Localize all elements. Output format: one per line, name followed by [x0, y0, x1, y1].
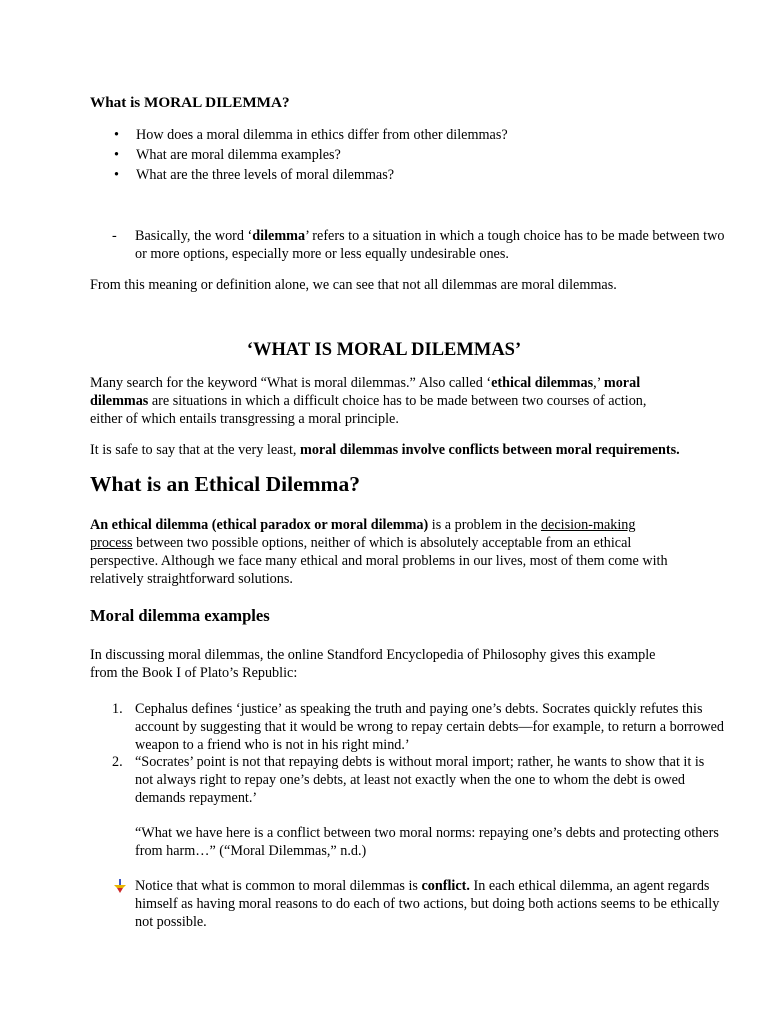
list-item: • How does a moral dilemma in ethics differ from other dilemmas?	[90, 126, 680, 146]
notice-paragraph: Notice that what is common to moral dilemmas is conflict. In each ethical dilemma, an agent regards himself as having moral reasons to do each of two actions, but doing both actions seems to be ethically not possible.	[90, 877, 725, 931]
heading-what-is-moral-dilemmas: ‘WHAT IS MORAL DILEMMAS’	[246, 340, 522, 360]
quote-paragraph: “What we have here is a conflict between two moral norms: repaying one’s debts and protecting others from harm…” (“Moral Dilemmas,” n.d.)	[135, 825, 719, 859]
arrow-bullet-icon	[114, 879, 126, 893]
numbered-item-2: 2. “Socrates’ point is not that repaying debts is without moral import; rather, he wants to show that it is not always right to repay one’s debts, at least not exactly when the one to whom the debt is owed demands repayment.’	[112, 754, 705, 806]
meaning-paragraph: From this meaning or definition alone, we can see that not all dilemmas are moral dilemmas.	[90, 277, 617, 293]
dilemma-term: dilemma	[252, 228, 306, 244]
question-list	[90, 126, 680, 186]
numbered-item-1: 1. Cephalus defines ‘justice’ as speaking the truth and paying one’s debts. Socrates quickly refutes this account by suggesting that it would be wrong to repay certain debts—for example, to return a borrowed weapon to a friend who is not in his right mind.’	[112, 701, 725, 753]
dash-marker: -	[112, 228, 117, 244]
search-paragraph: Many search for the keyword “What is moral dilemmas.” Also called ‘ethical dilemmas,’ moral dilemmas are situations in which a difficult choice has to be made between two courses of action, either of which entails transgressing a moral principle.	[90, 375, 647, 427]
heading-ethical-dilemma: What is an Ethical Dilemma?	[90, 472, 360, 496]
decision-making-process-link[interactable]: decision-making process	[90, 517, 636, 551]
heading-what-is-moral-dilemma: What is MORAL DILEMMA?	[90, 94, 290, 111]
safe-to-say-paragraph: It is safe to say that at the very least, moral dilemmas involve conflicts between moral requirements.	[90, 442, 680, 458]
item-number: 1.	[112, 701, 123, 717]
ethical-dilemma-paragraph: An ethical dilemma (ethical paradox or moral dilemma) is a problem in the decision-making process between two possible options, neither of which is absolutely acceptable from an ethical perspective. Although we face many ethical and moral problems in our lives, most of them come with relatively straightforward solutions.	[90, 517, 668, 587]
list-item: • What are the three levels of moral dilemmas?	[90, 166, 680, 186]
item-number: 2.	[112, 754, 123, 770]
discussion-paragraph: In discussing moral dilemmas, the online Standford Encyclopedia of Philosophy gives this example from the Book I of Plato’s Republic:	[90, 647, 656, 681]
heading-moral-dilemma-examples: Moral dilemma examples	[90, 606, 270, 625]
list-item: • What are moral dilemma examples?	[90, 146, 680, 166]
dilemma-definition-paragraph: - Basically, the word ‘dilemma’ refers to a situation in which a tough choice has to be made between two or more options, especially more or less equally undesirable ones.	[112, 228, 725, 262]
